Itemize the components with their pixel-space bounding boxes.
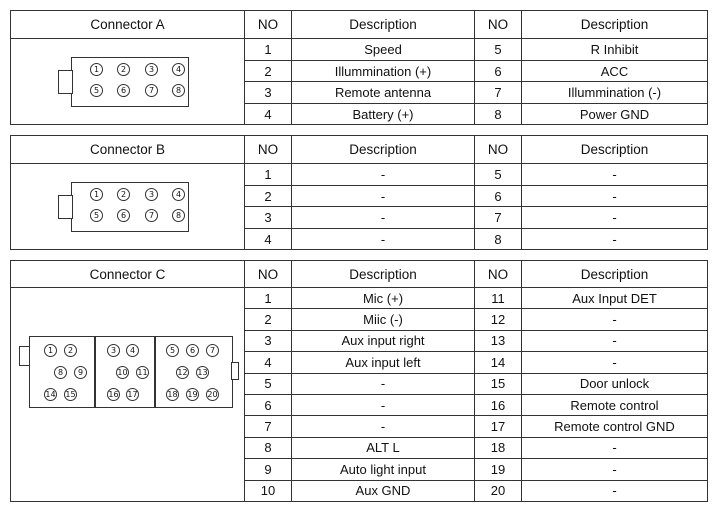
pin-description: - [522, 437, 708, 458]
pin-2: 2 [64, 344, 77, 357]
pin-no: 1 [245, 164, 292, 186]
pin-14: 14 [45, 390, 56, 399]
pin-description: Aux input left [292, 352, 475, 373]
pin-description: - [522, 164, 708, 186]
pin-description: Speed [292, 39, 475, 61]
pin-no: 4 [245, 352, 292, 373]
pin-description: - [522, 207, 708, 229]
pin-11: 11 [137, 368, 148, 377]
pin-description: Door unlock [522, 373, 708, 394]
pin-description: Remote control GND [522, 416, 708, 437]
pin-no: 20 [475, 480, 522, 501]
connector-c-diagram [11, 288, 245, 502]
pin-7: 7 [145, 84, 158, 97]
pin-10: 10 [117, 368, 128, 377]
description-header: Description [522, 261, 708, 288]
pin-2: 2 [117, 188, 130, 201]
pin-no: 8 [245, 437, 292, 458]
pin-1: 1 [90, 188, 103, 201]
pin-description: Auto light input [292, 459, 475, 480]
pin-description: - [292, 229, 475, 250]
pin-description: Remote control [522, 394, 708, 415]
pin-8: 8 [172, 209, 185, 222]
connector-b-housing [71, 182, 189, 232]
pin-1: 1 [44, 344, 57, 357]
pin-no: 12 [475, 309, 522, 330]
no-header: NO [475, 136, 522, 164]
pin-description: Aux input right [292, 330, 475, 351]
pin-1: 1 [90, 63, 103, 76]
description-header: Description [522, 11, 708, 39]
pin-description: R Inhibit [522, 39, 708, 61]
no-header: NO [245, 11, 292, 39]
pin-no: 2 [245, 186, 292, 207]
pin-no: 14 [475, 352, 522, 373]
pin-no: 5 [475, 39, 522, 61]
pin-no: 4 [245, 104, 292, 125]
pin-description: - [522, 459, 708, 480]
pin-5: 5 [90, 84, 103, 97]
description-header: Description [292, 11, 475, 39]
pin-description: Illummination (-) [522, 82, 708, 104]
pin-no: 7 [475, 82, 522, 104]
no-header: NO [245, 261, 292, 288]
no-header: NO [245, 136, 292, 164]
pin-no: 15 [475, 373, 522, 394]
pin-2: 2 [117, 63, 130, 76]
pin-description: - [522, 309, 708, 330]
pin-no: 2 [245, 61, 292, 82]
pin-no: 16 [475, 394, 522, 415]
connector-a-housing [71, 57, 189, 107]
pin-description: Miic (-) [292, 309, 475, 330]
pin-17: 17 [127, 390, 138, 399]
pin-description: - [292, 207, 475, 229]
pin-8: 8 [54, 366, 67, 379]
pin-3: 3 [107, 344, 120, 357]
pin-description: - [522, 186, 708, 207]
pin-description: Aux GND [292, 480, 475, 501]
pin-description: Battery (+) [292, 104, 475, 125]
pin-6: 6 [117, 84, 130, 97]
pin-15: 15 [65, 390, 76, 399]
pin-description: - [522, 352, 708, 373]
connector-c-table [10, 260, 708, 502]
connector-b-table [10, 135, 708, 250]
pin-no: 8 [475, 104, 522, 125]
pin-no: 9 [245, 459, 292, 480]
pin-19: 19 [187, 390, 198, 399]
pin-no: 19 [475, 459, 522, 480]
pin-description: Illummination (+) [292, 61, 475, 82]
pin-no: 11 [475, 288, 522, 309]
connector-a-title: Connector A [11, 11, 245, 39]
pin-no: 1 [245, 288, 292, 309]
pin-no: 5 [245, 373, 292, 394]
pin-no: 10 [245, 480, 292, 501]
pin-no: 18 [475, 437, 522, 458]
table-row [11, 39, 708, 61]
connector-a-latch [58, 70, 73, 94]
pin-9: 9 [74, 366, 87, 379]
description-header: Description [292, 261, 475, 288]
pin-6: 6 [117, 209, 130, 222]
pin-no: 7 [245, 416, 292, 437]
pin-7: 7 [206, 344, 219, 357]
pin-no: 5 [475, 164, 522, 186]
pin-description: - [292, 186, 475, 207]
pin-description: ALT L [292, 437, 475, 458]
connector-a-diagram [11, 39, 245, 125]
pin-3: 3 [145, 188, 158, 201]
pin-12: 12 [177, 368, 188, 377]
connector-c-latch-right [231, 362, 239, 380]
pin-5: 5 [166, 344, 179, 357]
pin-4: 4 [172, 63, 185, 76]
pin-description: Power GND [522, 104, 708, 125]
pin-description: - [522, 229, 708, 250]
connector-c-title: Connector C [11, 261, 245, 288]
pin-no: 4 [245, 229, 292, 250]
pin-13: 13 [197, 368, 208, 377]
pin-description: Mic (+) [292, 288, 475, 309]
description-header: Description [522, 136, 708, 164]
pin-no: 8 [475, 229, 522, 250]
pin-description: - [292, 373, 475, 394]
pin-no: 6 [475, 61, 522, 82]
pin-3: 3 [145, 63, 158, 76]
pin-no: 6 [245, 394, 292, 415]
pin-description: Remote antenna [292, 82, 475, 104]
pin-20: 20 [207, 390, 218, 399]
description-header: Description [292, 136, 475, 164]
pin-5: 5 [90, 209, 103, 222]
table-row [11, 288, 708, 309]
pin-18: 18 [167, 390, 178, 399]
pin-16: 16 [108, 390, 119, 399]
pin-description: - [292, 416, 475, 437]
pin-6: 6 [186, 344, 199, 357]
pin-no: 2 [245, 309, 292, 330]
table-row [11, 164, 708, 186]
pin-description: - [292, 394, 475, 415]
pin-description: - [292, 164, 475, 186]
pin-no: 6 [475, 186, 522, 207]
pin-description: - [522, 330, 708, 351]
pin-no: 3 [245, 207, 292, 229]
pin-description: - [522, 480, 708, 501]
pin-no: 1 [245, 39, 292, 61]
connector-b-diagram [11, 164, 245, 250]
pin-description: Aux Input DET [522, 288, 708, 309]
connector-a-table [10, 10, 708, 125]
pin-description: ACC [522, 61, 708, 82]
pin-7: 7 [145, 209, 158, 222]
connector-b-latch [58, 195, 73, 219]
pin-no: 13 [475, 330, 522, 351]
pin-no: 17 [475, 416, 522, 437]
pin-no: 3 [245, 82, 292, 104]
pin-4: 4 [126, 344, 139, 357]
pin-no: 7 [475, 207, 522, 229]
connector-b-title: Connector B [11, 136, 245, 164]
pin-8: 8 [172, 84, 185, 97]
no-header: NO [475, 11, 522, 39]
pin-4: 4 [172, 188, 185, 201]
pin-no: 3 [245, 330, 292, 351]
no-header: NO [475, 261, 522, 288]
